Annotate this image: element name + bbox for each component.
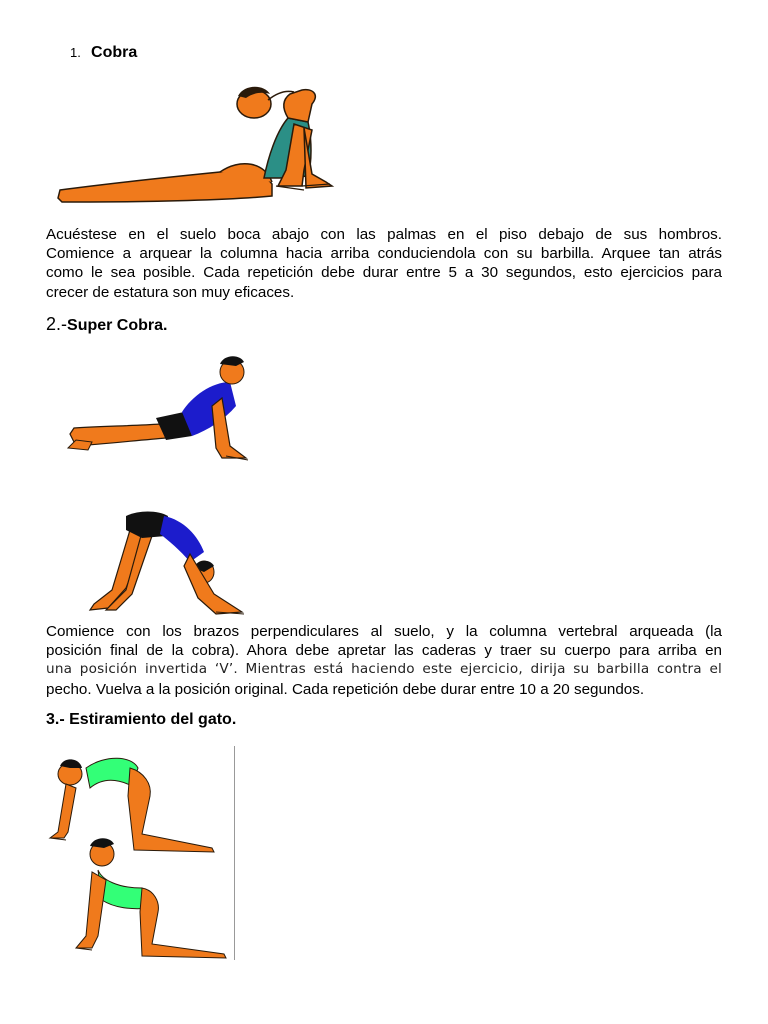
- section-2-title: Super Cobra.: [67, 317, 168, 334]
- section-2-line: Comience con los brazos perpendiculares al suelo, y la columna vertebral arqueada (la: [46, 623, 722, 640]
- section-1-number: 1.: [70, 45, 81, 60]
- cobra-illustration: [50, 78, 340, 208]
- section-2-heading: [46, 314, 167, 335]
- section-1-heading: [70, 44, 137, 62]
- section-3-heading: [46, 711, 236, 729]
- image-border-line: [234, 746, 235, 960]
- section-1-paragraph: [46, 225, 722, 302]
- section-3-number: 3.-: [46, 711, 65, 728]
- section-1-line: como le sea posible. Cada repetición debe durar entre 5 a 30 segundos, esto ejercicios para: [46, 264, 722, 282]
- section-1-line: Acuéstese en el suelo boca abajo con las palmas en el piso debajo de sus hombros.: [46, 226, 722, 243]
- section-2-line: una posición invertida ‘V’. Mientras está haciendo este ejercicio, dirija su barbilla contra el: [46, 661, 722, 678]
- super-cobra-pose-1-illustration: [62, 354, 262, 464]
- section-2-line: pecho. Vuelva a la posición original. Cada repetición debe durar entre 10 a 20 segundos.: [46, 680, 645, 698]
- section-3-title: Estiramiento del gato.: [69, 711, 237, 728]
- section-1-line: crecer de estatura son muy eficaces.: [46, 283, 295, 301]
- section-1-title: Cobra: [91, 44, 138, 61]
- cat-stretch-pose-2-illustration: [46, 836, 236, 961]
- section-2-paragraph: [46, 622, 722, 699]
- section-2-number: 2.-: [46, 314, 68, 334]
- super-cobra-pose-2-illustration: [86, 510, 266, 620]
- section-2-line: posición final de la cobra). Ahora debe apretar las caderas y traer su cuerpo para arriba en: [46, 642, 722, 660]
- section-1-line: Comience a arquear la columna hacia arriba conduciendola con su barbilla. Arquee tan atrás: [46, 245, 722, 263]
